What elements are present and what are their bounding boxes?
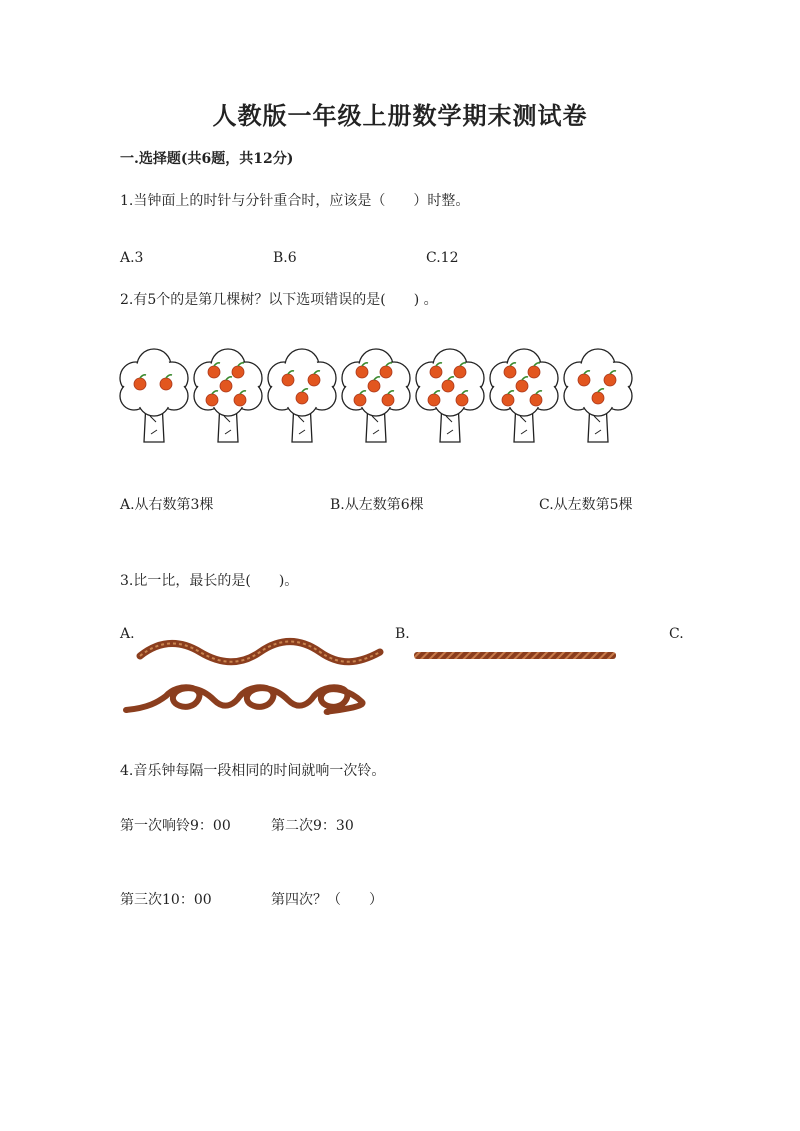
apple [516, 380, 528, 392]
apple [578, 374, 590, 386]
ropes-figure [118, 630, 718, 730]
apple [442, 380, 454, 392]
apple [456, 394, 468, 406]
q1-option-b: B.6 [273, 250, 297, 266]
apple-tree-1 [120, 349, 188, 442]
apple [430, 366, 442, 378]
q3-label-c: C. [669, 626, 684, 642]
rope-c-looped [126, 687, 363, 712]
apple [134, 378, 146, 390]
rope-b-straight [414, 652, 616, 659]
tree-canopy [564, 349, 632, 416]
q4-first-ring: 第一次响铃9：00 [120, 818, 231, 834]
question-1-text: 1.当钟面上的时针与分针重合时，应该是（ ）时整。 [120, 193, 470, 209]
q4-second-ring: 第二次9：30 [271, 818, 354, 834]
q4-third-ring: 第三次10：00 [120, 892, 212, 908]
apple [356, 366, 368, 378]
apple [308, 374, 320, 386]
apple [454, 366, 466, 378]
apple [234, 394, 246, 406]
apple [530, 394, 542, 406]
apple [380, 366, 392, 378]
q4-fourth-ring: 第四次？（ ） [271, 892, 383, 908]
apple [502, 394, 514, 406]
apple [296, 392, 308, 404]
q1-option-c: C.12 [426, 250, 459, 266]
apple [592, 392, 604, 404]
apple [282, 374, 294, 386]
question-3-text: 3.比一比，最长的是( )。 [120, 573, 299, 589]
tree-canopy [120, 349, 188, 416]
apple [528, 366, 540, 378]
apple [232, 366, 244, 378]
apple [160, 378, 172, 390]
apple [604, 374, 616, 386]
q2-option-b: B.从左数第6棵 [330, 497, 424, 513]
apple-trees-figure [118, 346, 638, 456]
apple-tree-4 [342, 349, 410, 442]
q2-option-a: A.从右数第3棵 [120, 497, 214, 513]
q1-option-a: A.3 [120, 250, 144, 266]
apple [208, 366, 220, 378]
apple [428, 394, 440, 406]
apple [382, 394, 394, 406]
apple [206, 394, 218, 406]
question-2-text: 2.有5个的是第几棵树？以下选项错误的是( ) 。 [120, 292, 438, 308]
q2-option-c: C.从左数第5棵 [539, 497, 633, 513]
tree-canopy [268, 349, 336, 416]
page-title: 人教版一年级上册数学期末测试卷 [212, 101, 588, 130]
section-heading: 一.选择题(共6题，共12分) [120, 151, 294, 167]
apple-tree-7 [564, 349, 632, 442]
apple [220, 380, 232, 392]
apple-tree-5 [416, 349, 484, 442]
apple-tree-2 [194, 349, 262, 442]
q3-label-b: B. [395, 626, 410, 642]
apple [354, 394, 366, 406]
apple [504, 366, 516, 378]
q3-label-a: A. [120, 626, 135, 642]
apple-tree-6 [490, 349, 558, 442]
apple-tree-3 [268, 349, 336, 442]
apple [368, 380, 380, 392]
question-4-text: 4.音乐钟每隔一段相同的时间就响一次铃。 [120, 763, 386, 779]
